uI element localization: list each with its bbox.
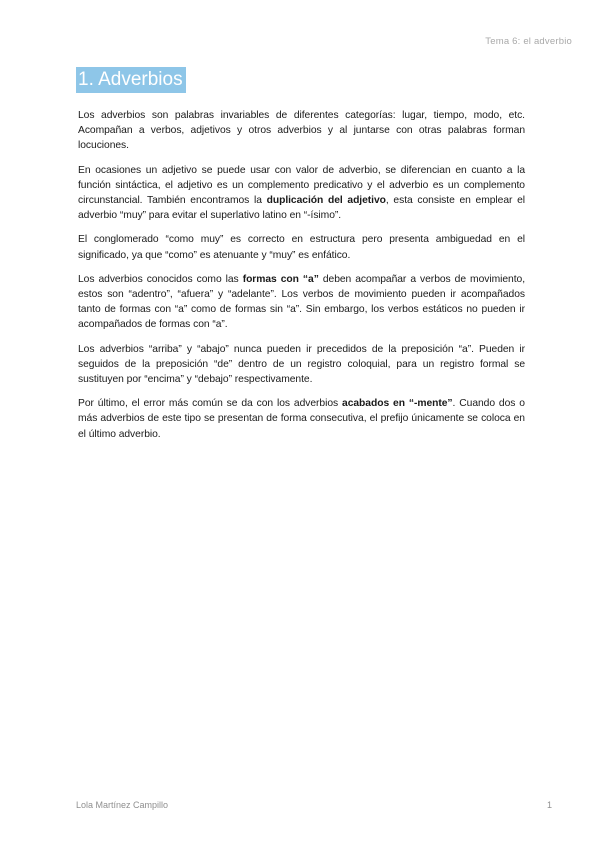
paragraph-4-bold: formas con “a” (242, 273, 319, 285)
body-text (78, 108, 525, 451)
paragraph-6-text-b: . Cuando dos o más adverbios de este tipo se presentan de forma consecutiva, el prefijo únicamente se coloca en el último adverbio. (78, 398, 525, 440)
section-title: 1. Adverbios (76, 67, 186, 93)
paragraph-6 (78, 396, 525, 442)
paragraph-1: Los adverbios son palabras invariables de diferentes categorías: lugar, tiempo, modo, etc. Acompañan a verbos, adjetivos y otros adverbios y al juntarse con otras palabras forman locuciones. (78, 110, 525, 152)
paragraph-4-text-b: deben acompañar a verbos de movimiento, estos son “adentro”, “afuera” y “adelante”. Los verbos de movimiento pueden ir acompañados tanto de formas con “a” como de formas sin “a”. Sin embargo, los verbos estáticos no pueden ir acompañados de formas con “a”. (78, 273, 526, 331)
paragraph-3: El conglomerado “como muy” es correcto en estructura pero presenta ambiguedad en el significado, ya que “como” es atenuante y “muy” es enfático. (78, 234, 525, 261)
paragraph-4-text-a: Los adverbios conocidos como las (78, 273, 243, 285)
footer-author: Lola Martínez Campillo (76, 800, 169, 810)
paragraph-5: Los adverbios “arriba” y “abajo” nunca pueden ir precedidos de la preposición “a”. Pueden ir seguidos de la preposición “de” dentro de un registro coloquial, para un registro formal se sustituyen por “encima” y “debajo” respectivamente. (78, 343, 525, 386)
paragraph-2 (78, 163, 525, 224)
paragraph-4 (78, 272, 525, 333)
running-header: Tema 6: el adverbio (485, 36, 572, 47)
paragraph-2-bold: duplicación del adjetivo (266, 195, 386, 207)
paragraph-6-bold: acabados en “-mente” (342, 398, 453, 410)
paragraph-2-text-b: , esta consiste en emplear el adverbio “muy” para evitar el superlativo latino en “-ísimo”. (78, 195, 525, 222)
page-number: 1 (546, 800, 552, 810)
paragraph-2-text-a: En ocasiones un adjetivo se puede usar con valor de adverbio, se diferencian en cuanto a la función sintáctica, el adjetivo es un complemento predicativo y el adverbio es un complemento circunstancial. También encontramos la (78, 164, 525, 207)
paragraph-6-text-a: Por último, el error más común se da con los adverbios (78, 398, 343, 410)
